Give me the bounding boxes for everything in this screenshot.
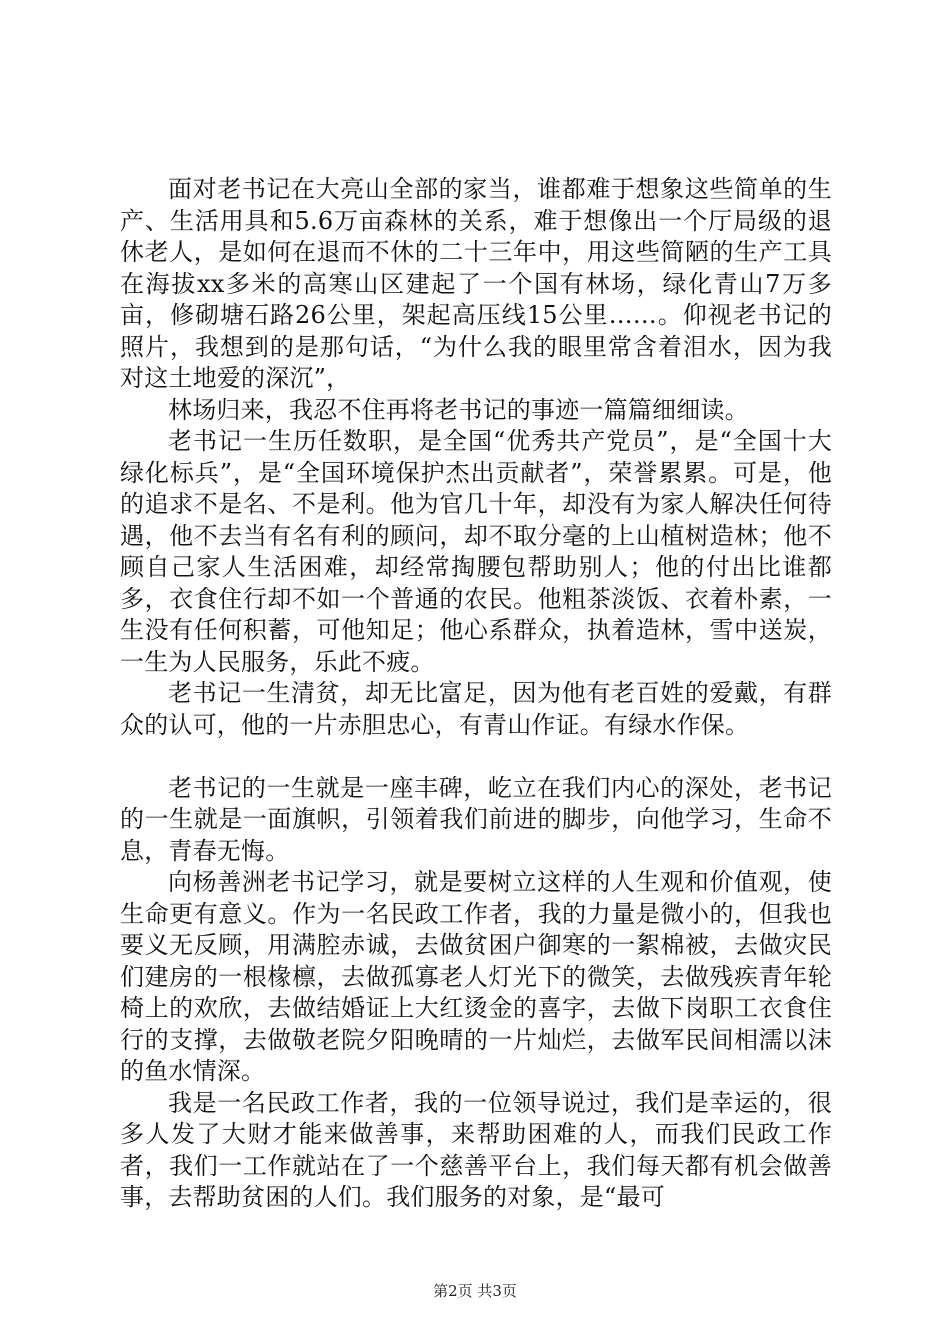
paragraph: 老书记一生历任数职，是全国“优秀共产党员”，是“全国十大绿化标兵”，是“全国环境保护杰出贡献者”，荣誉累累。可是，他的追求不是名、不是利。他为官几十年，却没有为家人解决任何待遇，他不去当有名有利的顾问，却不取分毫的上山植树造林；他不顾自己家人生活困难，却经常掏腰包帮助别人；他的付出比谁都多，衣食住行却不如一个普通的农民。他粗茶淡饭、衣着朴素，一生没有任何积蓄，可他知足；他心系群众，执着造林，雪中送炭，一生为人民服务，乐此不疲。 (120, 427, 832, 676)
paragraph: 向杨善洲老书记学习，就是要树立这样的人生观和价值观，使生命更有意义。作为一名民政工作者，我的力量是微小的，但我也要义无反顾，用满腔赤诚，去做贫困户御寒的一絮棉被，去做灾民们建房的一根椽檩，去做孤寡老人灯光下的微笑，去做残疾青年轮椅上的欢欣，去做结婚证上大红烫金的喜字，去做下岗职工衣食住行的支撑，去做敬老院夕阳晚晴的一片灿烂，去做军民间相濡以沫的鱼水情深。 (120, 868, 832, 1085)
paragraph: 老书记一生清贫，却无比富足，因为他有老百姓的爱戴，有群众的认可，他的一片赤胆忠心，有青山作证。有绿水作保。 (120, 679, 832, 739)
document-body (120, 174, 832, 1214)
paragraph: 我是一名民政工作者，我的一位领导说过，我们是幸运的，很多人发了大财才能来做善事，来帮助困难的人，而我们民政工作者，我们一工作就站在了一个慈善平台上，我们每天都有机会做善事，去帮助贫困的人们。我们服务的对象，是“最可 (120, 1088, 832, 1211)
paragraph: 林场归来，我忍不住再将老书记的事迹一篇篇细细读。 (168, 395, 749, 424)
page-footer: 第2页 共3页 (433, 1282, 517, 1300)
paragraph: 面对老书记在大亮山全部的家当，谁都难于想象这些简单的生产、生活用具和5.6万亩森林的关系，难于想像出一个厅局级的退休老人，是如何在退而不休的二十三年中，用这些简陋的生产工具在海拔xx多米的高寒山区建起了一个国有林场，绿化青山7万多亩，修砌塘石路26公里，架起高压线15公里……。仰视老书记的照片，我想到的是那句话，“为什么我的眼里常含着泪水，因为我对这土地爱的深沉”， (120, 175, 832, 392)
paragraph: 老书记的一生就是一座丰碑，屹立在我们内心的深处，老书记的一生就是一面旗帜，引领着我们前进的脚步，向他学习，生命不息，青春无悔。 (120, 773, 832, 865)
